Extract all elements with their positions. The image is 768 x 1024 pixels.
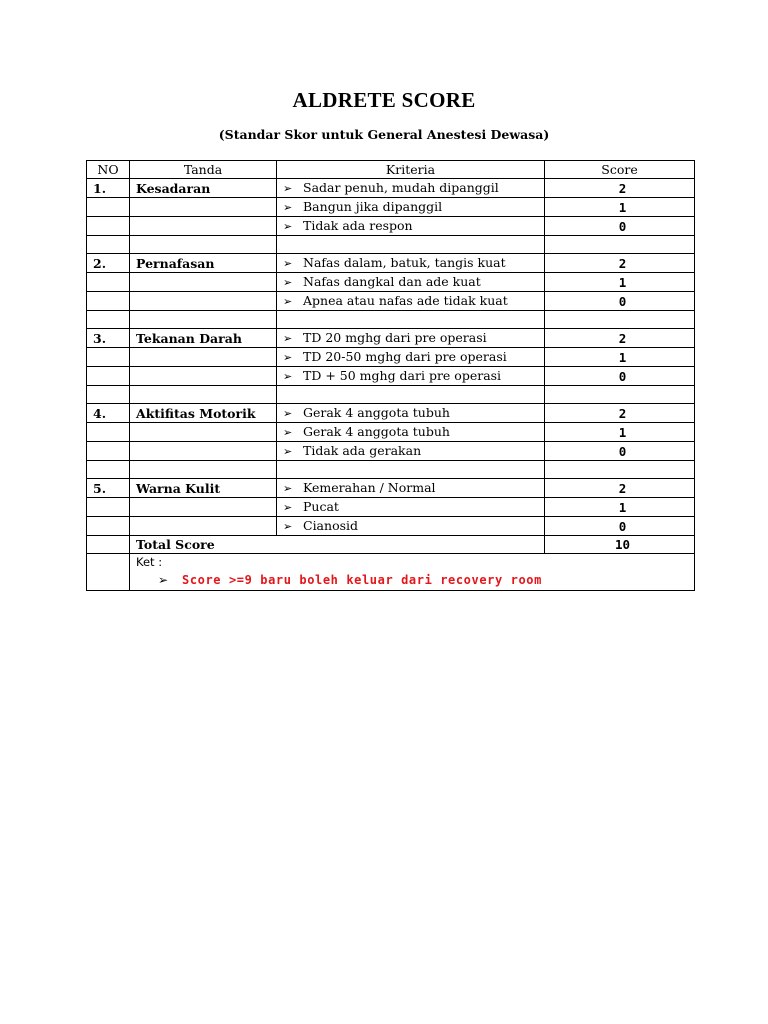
row-number bbox=[87, 217, 130, 236]
arrow-bullet-icon: ➢ bbox=[283, 332, 293, 345]
row-number bbox=[87, 498, 130, 517]
row-number: 5. bbox=[87, 479, 130, 498]
blank-cell bbox=[87, 554, 130, 591]
table-row bbox=[87, 254, 695, 273]
row-score: 2 bbox=[545, 179, 695, 198]
kriteria-text: Pucat bbox=[303, 499, 339, 514]
kriteria-text: Nafas dangkal dan ade kuat bbox=[303, 274, 481, 289]
table-row bbox=[87, 179, 695, 198]
ket-cell bbox=[130, 554, 695, 591]
arrow-bullet-icon: ➢ bbox=[283, 295, 293, 308]
blank-cell bbox=[277, 461, 545, 479]
table-row bbox=[87, 479, 695, 498]
blank-cell bbox=[87, 311, 130, 329]
blank-row bbox=[87, 311, 695, 329]
table-row bbox=[87, 217, 695, 236]
row-score: 1 bbox=[545, 498, 695, 517]
row-score: 1 bbox=[545, 348, 695, 367]
arrow-bullet-icon: ➢ bbox=[283, 257, 293, 270]
kriteria-text: Sadar penuh, mudah dipanggil bbox=[303, 180, 499, 195]
arrow-bullet-icon: ➢ bbox=[158, 573, 169, 587]
row-tanda: Kesadaran bbox=[130, 179, 277, 198]
blank-row bbox=[87, 236, 695, 254]
header-tanda: Tanda bbox=[130, 161, 277, 179]
table-header-row bbox=[87, 161, 695, 179]
arrow-bullet-icon: ➢ bbox=[283, 182, 293, 195]
blank-row bbox=[87, 386, 695, 404]
table-row bbox=[87, 329, 695, 348]
row-tanda bbox=[130, 442, 277, 461]
blank-cell bbox=[130, 386, 277, 404]
row-score: 0 bbox=[545, 367, 695, 386]
table-row bbox=[87, 198, 695, 217]
row-score: 0 bbox=[545, 517, 695, 536]
arrow-bullet-icon: ➢ bbox=[283, 201, 293, 214]
kriteria-text: Gerak 4 anggota tubuh bbox=[303, 424, 450, 439]
blank-cell bbox=[277, 311, 545, 329]
row-number bbox=[87, 292, 130, 311]
row-tanda: Tekanan Darah bbox=[130, 329, 277, 348]
blank-cell bbox=[87, 536, 130, 554]
blank-cell bbox=[87, 236, 130, 254]
blank-cell bbox=[277, 236, 545, 254]
blank-cell bbox=[130, 236, 277, 254]
table-row bbox=[87, 423, 695, 442]
page-title: ALDRETE SCORE bbox=[292, 88, 476, 112]
row-number: 2. bbox=[87, 254, 130, 273]
ket-note bbox=[136, 570, 694, 590]
row-score: 2 bbox=[545, 404, 695, 423]
page-subtitle: (Standar Skor untuk General Anestesi Dewasa) bbox=[218, 127, 550, 142]
total-label: Total Score bbox=[130, 536, 545, 554]
blank-cell bbox=[545, 311, 695, 329]
table-row bbox=[87, 292, 695, 311]
row-number bbox=[87, 423, 130, 442]
arrow-bullet-icon: ➢ bbox=[283, 351, 293, 364]
row-tanda: Warna Kulit bbox=[130, 479, 277, 498]
blank-cell bbox=[277, 386, 545, 404]
kriteria-text: Bangun jika dipanggil bbox=[303, 199, 443, 214]
row-kriteria bbox=[277, 404, 545, 423]
kriteria-text: Nafas dalam, batuk, tangis kuat bbox=[303, 255, 506, 270]
arrow-bullet-icon: ➢ bbox=[283, 520, 293, 533]
kriteria-text: TD 20-50 mghg dari pre operasi bbox=[303, 349, 507, 364]
row-score: 0 bbox=[545, 217, 695, 236]
kriteria-text: Kemerahan / Normal bbox=[303, 480, 436, 495]
header-score: Score bbox=[545, 161, 695, 179]
kriteria-text: Apnea atau nafas ade tidak kuat bbox=[303, 293, 508, 308]
blank-cell bbox=[87, 386, 130, 404]
header-kriteria: Kriteria bbox=[277, 161, 545, 179]
arrow-bullet-icon: ➢ bbox=[283, 407, 293, 420]
table-row bbox=[87, 498, 695, 517]
row-tanda: Aktifitas Motorik bbox=[130, 404, 277, 423]
row-score: 2 bbox=[545, 479, 695, 498]
arrow-bullet-icon: ➢ bbox=[283, 370, 293, 383]
row-score: 1 bbox=[545, 423, 695, 442]
row-number bbox=[87, 198, 130, 217]
arrow-bullet-icon: ➢ bbox=[283, 426, 293, 439]
row-number: 1. bbox=[87, 179, 130, 198]
row-score: 0 bbox=[545, 292, 695, 311]
blank-cell bbox=[87, 461, 130, 479]
blank-cell bbox=[545, 461, 695, 479]
blank-cell bbox=[545, 236, 695, 254]
row-number bbox=[87, 517, 130, 536]
total-value: 10 bbox=[545, 536, 695, 554]
ket-note-text: Score >=9 baru boleh keluar dari recovery room bbox=[182, 573, 542, 587]
row-number bbox=[87, 273, 130, 292]
kriteria-text: Tidak ada gerakan bbox=[303, 443, 422, 458]
blank-row bbox=[87, 461, 695, 479]
row-kriteria bbox=[277, 254, 545, 273]
row-score: 1 bbox=[545, 273, 695, 292]
row-score: 1 bbox=[545, 198, 695, 217]
aldrete-score-table bbox=[86, 160, 695, 591]
row-tanda bbox=[130, 423, 277, 442]
header-no: NO bbox=[87, 161, 130, 179]
table-row bbox=[87, 273, 695, 292]
row-score: 0 bbox=[545, 442, 695, 461]
arrow-bullet-icon: ➢ bbox=[283, 501, 293, 514]
ket-row bbox=[87, 554, 695, 591]
kriteria-text: Tidak ada respon bbox=[303, 218, 413, 233]
row-tanda bbox=[130, 498, 277, 517]
table-row bbox=[87, 404, 695, 423]
table-body bbox=[87, 179, 695, 591]
ket-label: Ket : bbox=[136, 555, 163, 569]
row-kriteria bbox=[277, 217, 545, 236]
row-tanda bbox=[130, 348, 277, 367]
row-kriteria bbox=[277, 348, 545, 367]
row-number bbox=[87, 442, 130, 461]
row-tanda bbox=[130, 217, 277, 236]
table-row bbox=[87, 367, 695, 386]
kriteria-text: TD 20 mghg dari pre operasi bbox=[303, 330, 487, 345]
row-kriteria bbox=[277, 367, 545, 386]
row-tanda bbox=[130, 367, 277, 386]
blank-cell bbox=[130, 461, 277, 479]
arrow-bullet-icon: ➢ bbox=[283, 482, 293, 495]
kriteria-text: TD + 50 mghg dari pre operasi bbox=[303, 368, 502, 383]
kriteria-text: Cianosid bbox=[303, 518, 359, 533]
row-number bbox=[87, 348, 130, 367]
row-kriteria bbox=[277, 273, 545, 292]
table-row bbox=[87, 517, 695, 536]
row-score: 2 bbox=[545, 329, 695, 348]
row-tanda bbox=[130, 517, 277, 536]
table-row bbox=[87, 348, 695, 367]
row-kriteria bbox=[277, 292, 545, 311]
row-kriteria bbox=[277, 423, 545, 442]
row-score: 2 bbox=[545, 254, 695, 273]
row-tanda bbox=[130, 273, 277, 292]
row-kriteria bbox=[277, 329, 545, 348]
arrow-bullet-icon: ➢ bbox=[283, 276, 293, 289]
row-tanda: Pernafasan bbox=[130, 254, 277, 273]
row-kriteria bbox=[277, 498, 545, 517]
kriteria-text: Gerak 4 anggota tubuh bbox=[303, 405, 450, 420]
total-row bbox=[87, 536, 695, 554]
row-tanda bbox=[130, 198, 277, 217]
arrow-bullet-icon: ➢ bbox=[283, 445, 293, 458]
row-number bbox=[87, 367, 130, 386]
row-kriteria bbox=[277, 479, 545, 498]
table-row bbox=[87, 442, 695, 461]
row-kriteria bbox=[277, 179, 545, 198]
row-number: 4. bbox=[87, 404, 130, 423]
row-tanda bbox=[130, 292, 277, 311]
blank-cell bbox=[130, 311, 277, 329]
row-number: 3. bbox=[87, 329, 130, 348]
row-kriteria bbox=[277, 442, 545, 461]
blank-cell bbox=[545, 386, 695, 404]
arrow-bullet-icon: ➢ bbox=[283, 220, 293, 233]
row-kriteria bbox=[277, 198, 545, 217]
row-kriteria bbox=[277, 517, 545, 536]
